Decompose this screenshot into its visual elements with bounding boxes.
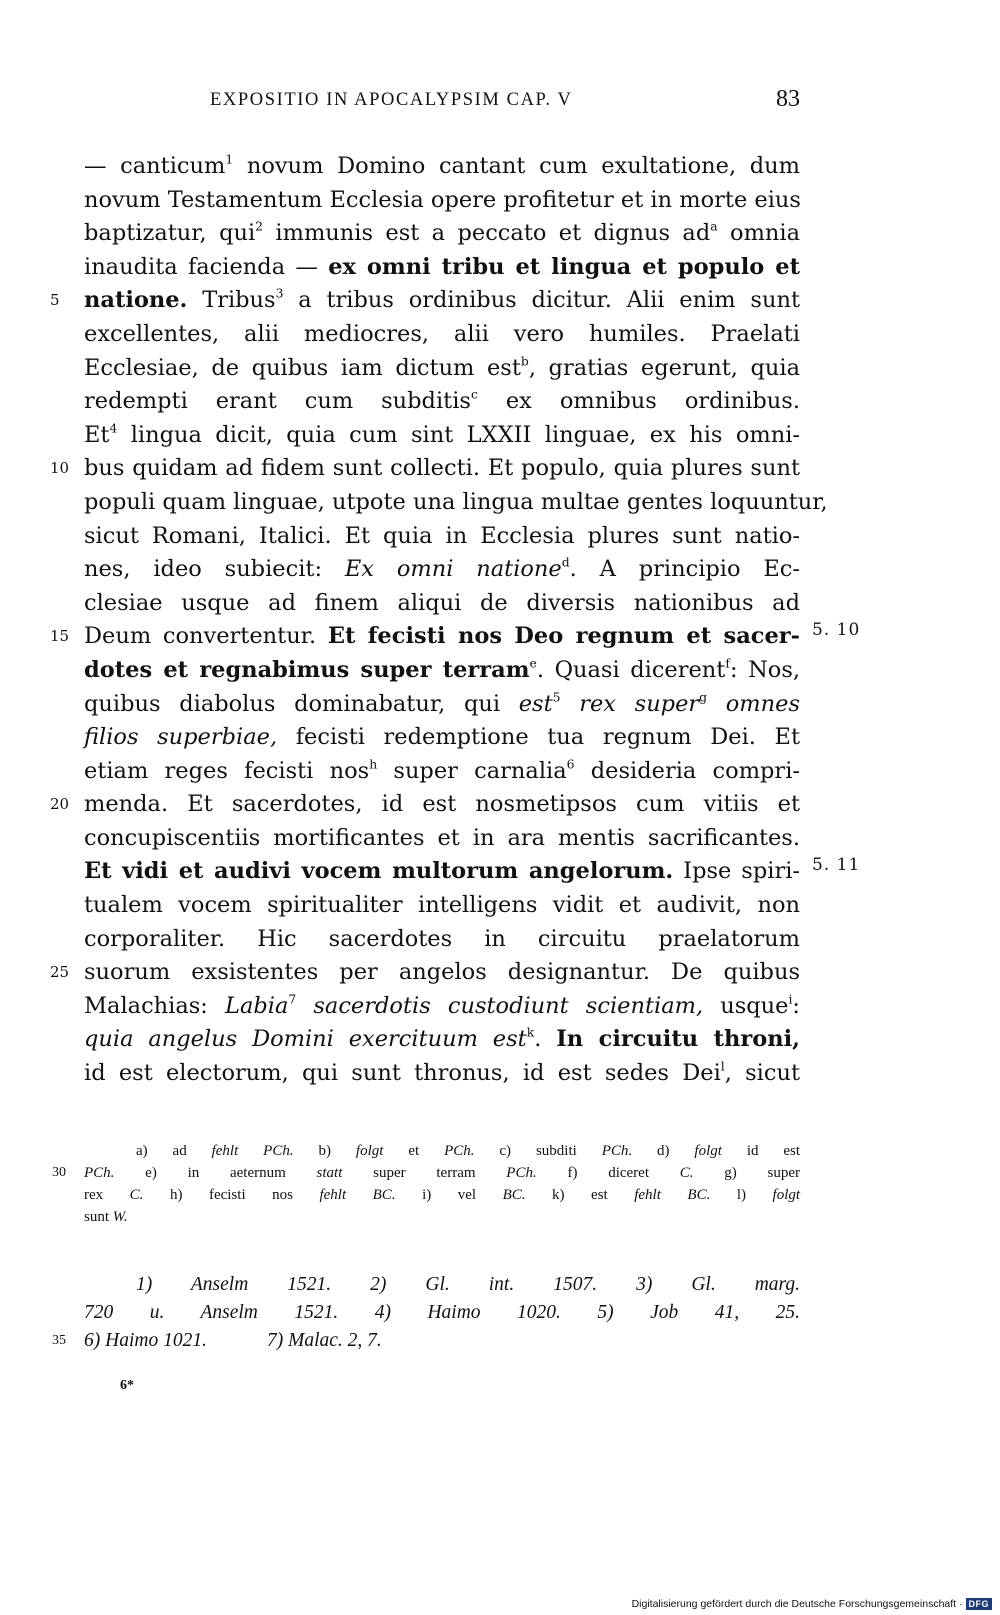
main-text <box>50 150 861 1091</box>
text-line: baptizatur, qui$^2$ immunis est a peccato et dignus $ad^a$ omnia <box>84 219 801 247</box>
line-number: 30 <box>52 1165 66 1180</box>
running-title: EXPOSITIO IN APOCALYPSIM CAP. V <box>210 90 573 110</box>
line-number: 25 <box>50 963 70 982</box>
text-line: corporaliter. Hic sacerdotes in circuitu praelatorum <box>84 925 800 952</box>
line-number: 15 <box>50 627 70 646</box>
line-number: 5 <box>50 291 60 310</box>
text-line: sicut Romani, Italici. Et quia in Ecclesia plures sunt natio- <box>84 522 800 549</box>
text-line: tualem vocem spiritualiter intelligens vidit et audivit, non <box>84 892 800 919</box>
line-number: 10 <box>50 459 70 478</box>
text-line: populi quam linguae, utpote una lingua multae gentes loquuntur, <box>84 488 828 515</box>
critical-apparatus <box>52 1140 801 1228</box>
text-line: Malachias: Labia$^7$ sacerdotis custodiunt scientiam, usque$^i$: <box>84 992 801 1019</box>
text-line: Ecclesiae, de quibus iam dictum est$^b$, gratias egerunt, quia <box>84 354 800 381</box>
text-line: quia angelus Domini exercituum est$^k$. In circuitu throni, <box>84 1026 800 1053</box>
text-line: filios superbiae, fecisti redemptione tua regnum Dei. Et <box>84 724 800 751</box>
page-header <box>210 86 800 126</box>
text-line: dotes et regnabimus super terram$^e$. Quasi dicerent$^f$: Nos, <box>84 656 801 683</box>
text-line: 10 bus quidam ad fidem sunt collecti. Et populo, quia plures sunt <box>84 452 800 486</box>
apparatus-line: a) ad fehlt PCh. b) folgt et PCh. c) subditi PCh. d) folgt id est <box>136 1143 801 1159</box>
text-line: nes, ideo subiecit: Ex omni natione$^d$. A principio Ec- <box>84 555 801 583</box>
digitization-credit <box>632 1598 992 1610</box>
text-line: 15 Deum convertentur. Et fecisti nos Deo regnum et sacer- 5. 10 <box>84 620 800 654</box>
source-notes <box>52 1271 801 1355</box>
line-number: 35 <box>52 1333 66 1348</box>
credit-text: Digitalisierung gefördert durch die Deutsche Forschungsgemeinschaft · <box>631 1598 963 1610</box>
line-number: 20 <box>50 795 70 814</box>
source-line: 35 6) Haimo 1021. 7) Malac. 2, 7. <box>84 1327 800 1355</box>
text-line: quibus diabolus dominabatur, qui est$^5$ rex super$^g$ omnes <box>84 690 800 717</box>
text-line: inaudita facienda — ex omni tribu et lingua et populo et <box>84 253 800 280</box>
text-line: 5 natione. Tribus$^3$ a tribus ordinibus dicitur. Alii enim sunt <box>84 284 800 318</box>
apparatus-line: sunt W. <box>84 1209 128 1225</box>
margin-reference: 5. 10 <box>812 620 861 641</box>
source-line: 1) Anselm 1521. 2) Gl. int. 1507. 3) Gl. marg. <box>136 1274 801 1295</box>
text-line: id est electorum, qui sunt thronus, id est sedes Dei$^l$, sicut <box>84 1059 801 1087</box>
text-line: clesiae usque ad finem aliqui de diversis nationibus ad <box>84 589 800 616</box>
text-line: — canticum$^1$ novum Domino cantant cum exultatione, dum <box>84 152 800 179</box>
apparatus-line: 30 PCh. e) in aeternum statt super terram PCh. f) diceret C. g) super <box>84 1162 800 1184</box>
text-line: Et$^4$ lingua dicit, quia cum sint LXXII linguae, ex his omni- <box>84 421 800 448</box>
margin-reference: 5. 11 <box>812 855 861 876</box>
source-line: 720 u. Anselm 1521. 4) Haimo 1020. 5) Job 41, 25. <box>84 1302 801 1323</box>
text-line: redempti erant cum subditis$^c$ ex omnibus ordinibus. <box>84 387 800 415</box>
text-line: 20 menda. Et sacerdotes, id est nosmetipsos cum vitiis et <box>84 788 800 822</box>
text-line: excellentes, alii mediocres, alii vero humiles. Praelati <box>84 320 800 347</box>
dfg-logo-icon: DFG <box>966 1598 993 1610</box>
apparatus-line: rex C. h) fecisti nos fehlt BC. i) vel BC. k) est fehlt BC. l) folgt <box>84 1187 801 1203</box>
text-line: concupiscentiis mortificantes et in ara mentis sacrificantes. <box>84 824 800 851</box>
page-number: 83 <box>776 86 800 112</box>
text-line: novum Testamentum Ecclesia opere profitetur et in morte eius <box>84 186 801 213</box>
text-line: Et vidi et audivi vocem multorum angelorum. Ipse spiri- 5. 11 <box>84 855 800 889</box>
text-line: etiam reges fecisti nos$^h$ super carnalia$^6$ desideria compri- <box>84 757 800 784</box>
signature-mark: 6* <box>120 1378 134 1393</box>
text-line: 25 suorum exsistentes per angelos designantur. De quibus <box>84 956 800 990</box>
